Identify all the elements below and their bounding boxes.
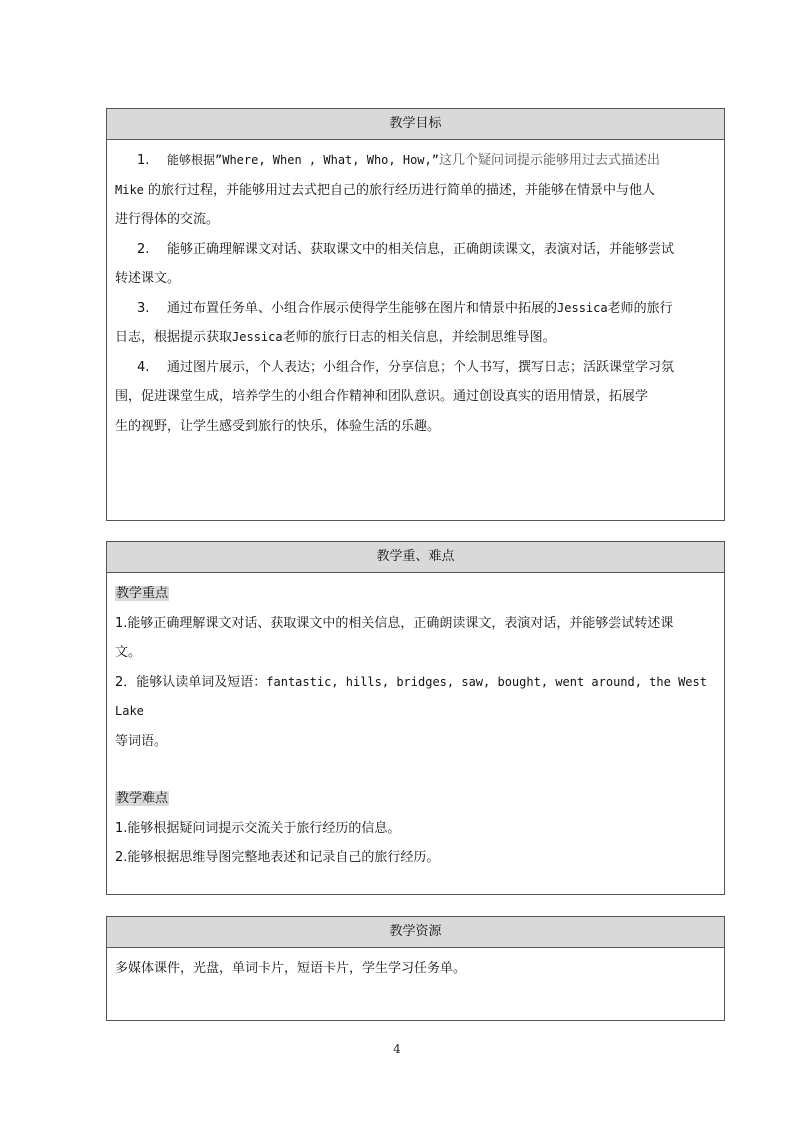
spacer [115, 756, 716, 784]
focus-1-line-2: 文。 [115, 645, 142, 660]
difficulty-2: 2.能够根据思维导图完整地表述和记录自己的旅行经历。 [115, 850, 440, 865]
objective-4-line-3: 生的视野，让学生感受到旅行的快乐，体验生活的乐趣。 [115, 418, 441, 434]
page-number: 4 [393, 1042, 401, 1056]
difficulty-label: 教学难点 [116, 791, 169, 806]
objectives-section [106, 108, 725, 521]
keypoints-title: 教学重、难点 [107, 542, 724, 573]
objective-3-line-2: 日志，根据提示获取Jessica老师的旅行日志的相关信息，并绘制思维导图。 [115, 330, 556, 345]
resources-text: 多媒体课件，光盘，单词卡片，短语卡片，学生学习任务单。 [115, 961, 467, 976]
objective-1-line-1: 1. 能够根据”Where, When , What, Who, How,”这几个疑问词提示能够用过去式描述出 [137, 153, 660, 168]
resources-title: 教学资源 [107, 917, 724, 948]
objective-2-line-1: 2. 能够正确理解课文对话、获取课文中的相关信息，正确朗读课文，表演对话，并能够尝试 [137, 241, 675, 257]
focus-2-line-1: 2．能够认读单词及短语：fantastic, hills, bridges, saw, bought, went around, the West Lake [115, 674, 707, 718]
objectives-body [107, 140, 724, 441]
objective-1-line-2: Mike 的旅行过程，并能够用过去式把自己的旅行经历进行简单的描述，并能够在情景中与他人 [115, 182, 656, 198]
focus-2-line-2: 等词语。 [115, 733, 168, 749]
resources-body [107, 948, 724, 984]
objective-4-line-2: 围，促进课堂生成，培养学生的小组合作精神和团队意识。通过创设真实的语用情景，拓展学 [115, 389, 649, 404]
objectives-title: 教学目标 [107, 109, 724, 140]
focus-label: 教学重点 [116, 586, 169, 601]
difficulty-1: 1.能够根据疑问词提示交流关于旅行经历的信息。 [115, 820, 401, 836]
objective-1-line-3: 进行得体的交流。 [115, 212, 220, 227]
focus-1-line-1: 1.能够正确理解课文对话、获取课文中的相关信息，正确朗读课文，表演对话，并能够尝试转述课 [115, 615, 674, 631]
keypoints-section [106, 541, 725, 895]
objective-4-line-1: 4. 通过图片展示，个人表达；小组合作，分享信息；个人书写，撰写日志；活跃课堂学习氛 [137, 359, 675, 375]
objective-3-line-1: 3. 通过布置任务单、小组合作展示使得学生能够在图片和情景中拓展的Jessica老师的旅行 [137, 300, 673, 316]
resources-section [106, 916, 725, 1021]
keypoints-body [107, 573, 724, 873]
objective-2-line-2: 转述课文。 [115, 271, 181, 286]
